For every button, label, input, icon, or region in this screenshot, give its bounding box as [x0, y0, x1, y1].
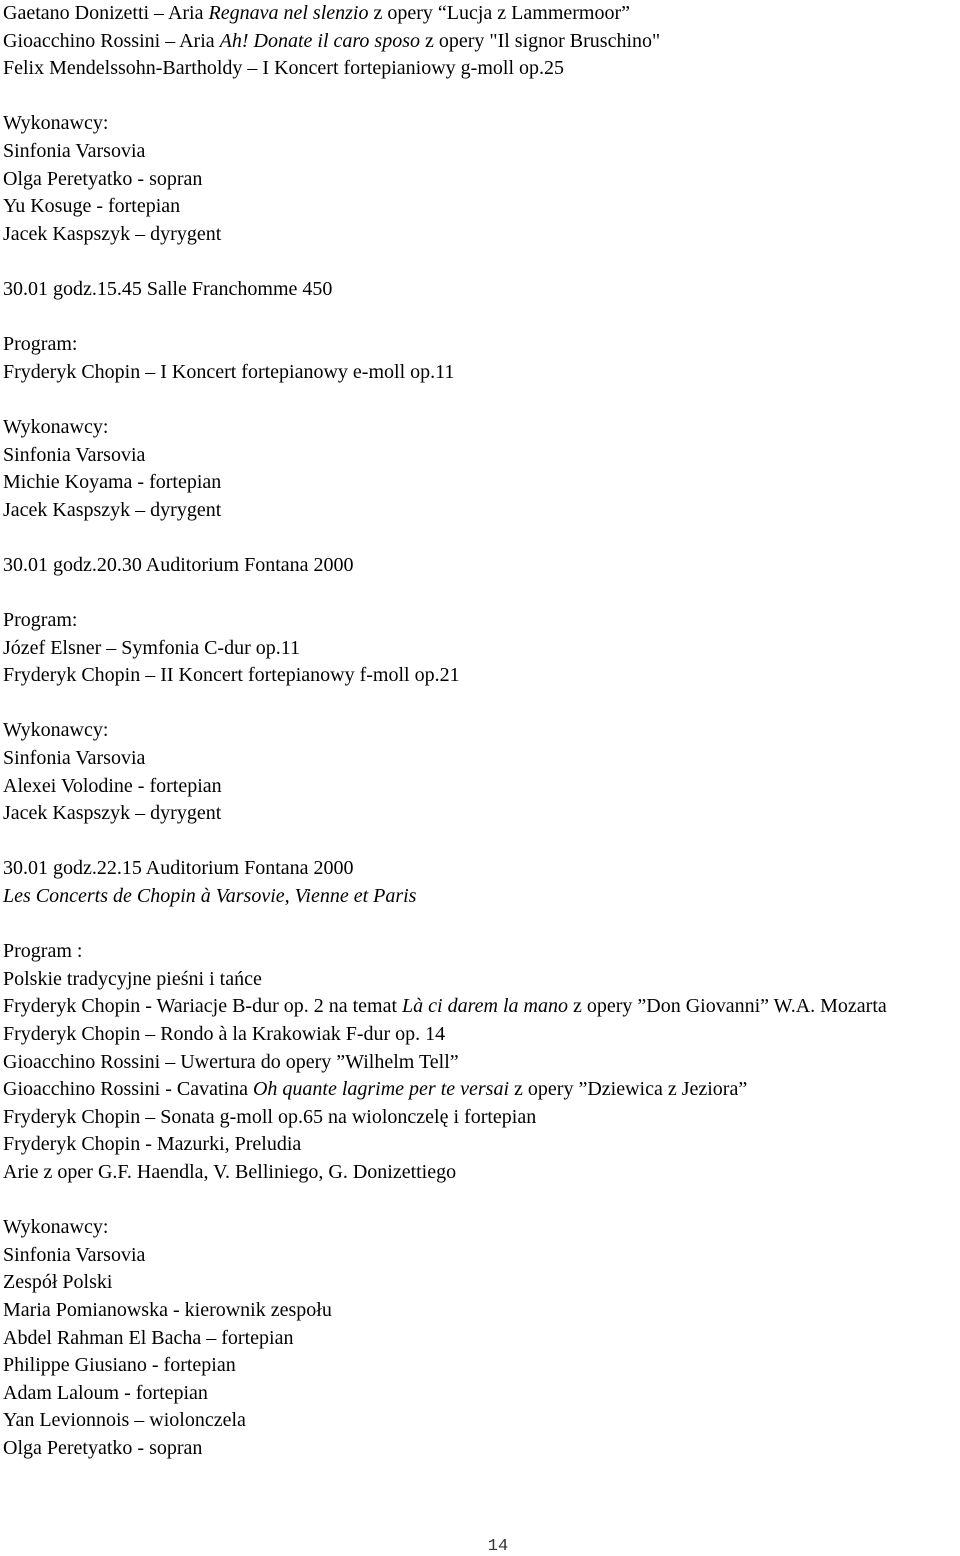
program-item: Fryderyk Chopin - Wariacje B-dur op. 2 na temat Là ci darem la mano z opery ”Don Giovanni” W.A. Mozarta: [3, 995, 887, 1018]
performer: Philippe Giusiano - fortepian: [3, 1354, 236, 1377]
program-item: Polskie tradycyjne pieśni i tańce: [3, 967, 262, 990]
program-item: Fryderyk Chopin – Sonata g-moll op.65 na wiolonczelę i fortepian: [3, 1105, 537, 1128]
performer: Sinfonia Varsovia: [3, 139, 146, 162]
page-number: 14: [487, 1537, 509, 1556]
performer: Yu Kosuge - fortepian: [3, 195, 181, 218]
performer: Jacek Kaspszyk – dyrygent: [3, 498, 222, 521]
performer: Michie Koyama - fortepian: [3, 471, 222, 494]
performers-heading: Wykonawcy:: [3, 1216, 109, 1239]
program-item: Fryderyk Chopin – II Koncert fortepianowy f-moll op.21: [3, 664, 460, 687]
concert-header: 30.01 godz.22.15 Auditorium Fontana 2000: [3, 857, 354, 880]
performer: Zespół Polski: [3, 1271, 113, 1294]
concert-subtitle: Les Concerts de Chopin à Varsovie, Vienne et Paris: [3, 885, 417, 907]
program-item: Fryderyk Chopin – I Koncert fortepianowy e-moll op.11: [3, 360, 455, 383]
program-heading: Program:: [3, 609, 78, 632]
performers-heading: Wykonawcy:: [3, 112, 109, 135]
performer: Sinfonia Varsovia: [3, 1243, 146, 1266]
performer: Yan Levionnois – wiolonczela: [3, 1409, 246, 1432]
performer: Jacek Kaspszyk – dyrygent: [3, 802, 222, 825]
program-heading: Program:: [3, 333, 78, 356]
program-item: Felix Mendelssohn-Bartholdy – I Koncert fortepianiowy g-moll op.25: [3, 57, 565, 80]
performers-heading: Wykonawcy:: [3, 719, 109, 742]
performer: Sinfonia Varsovia: [3, 747, 146, 770]
performer: Jacek Kaspszyk – dyrygent: [3, 222, 222, 245]
performer: Sinfonia Varsovia: [3, 443, 146, 466]
program-item: Józef Elsner – Symfonia C-dur op.11: [3, 636, 300, 659]
program-item: Gioacchino Rossini – Uwertura do opery ”Wilhelm Tell”: [3, 1050, 459, 1073]
document-page: [3, 0, 958, 1462]
program-heading: Program :: [3, 940, 83, 963]
concert-header: 30.01 godz.15.45 Salle Franchomme 450: [3, 277, 333, 300]
program-item: Fryderyk Chopin - Mazurki, Preludia: [3, 1133, 302, 1156]
program-item: Gioacchino Rossini – Aria Ah! Donate il caro sposo z opery "Il signor Bruschino": [3, 29, 661, 52]
performer: Adam Laloum - fortepian: [3, 1381, 208, 1404]
program-item: Fryderyk Chopin – Rondo à la Krakowiak F-dur op. 14: [3, 1022, 446, 1045]
performer: Maria Pomianowska - kierownik zespołu: [3, 1298, 332, 1321]
performer: Alexei Volodine - fortepian: [3, 774, 222, 797]
performer: Abdel Rahman El Bacha – fortepian: [3, 1326, 294, 1349]
program-item: Arie z oper G.F. Haendla, V. Belliniego, G. Donizettiego: [3, 1160, 457, 1183]
performer: Olga Peretyatko - sopran: [3, 167, 203, 190]
performers-heading: Wykonawcy:: [3, 415, 109, 438]
program-item: Gioacchino Rossini - Cavatina Oh quante lagrime per te versai z opery ”Dziewica z Jeziora”: [3, 1078, 748, 1101]
concert-header: 30.01 godz.20.30 Auditorium Fontana 2000: [3, 553, 354, 576]
program-item: Gaetano Donizetti – Aria Regnava nel slenzio z opery “Lucja z Lammermoor”: [3, 2, 631, 24]
performer: Olga Peretyatko - sopran: [3, 1436, 203, 1459]
